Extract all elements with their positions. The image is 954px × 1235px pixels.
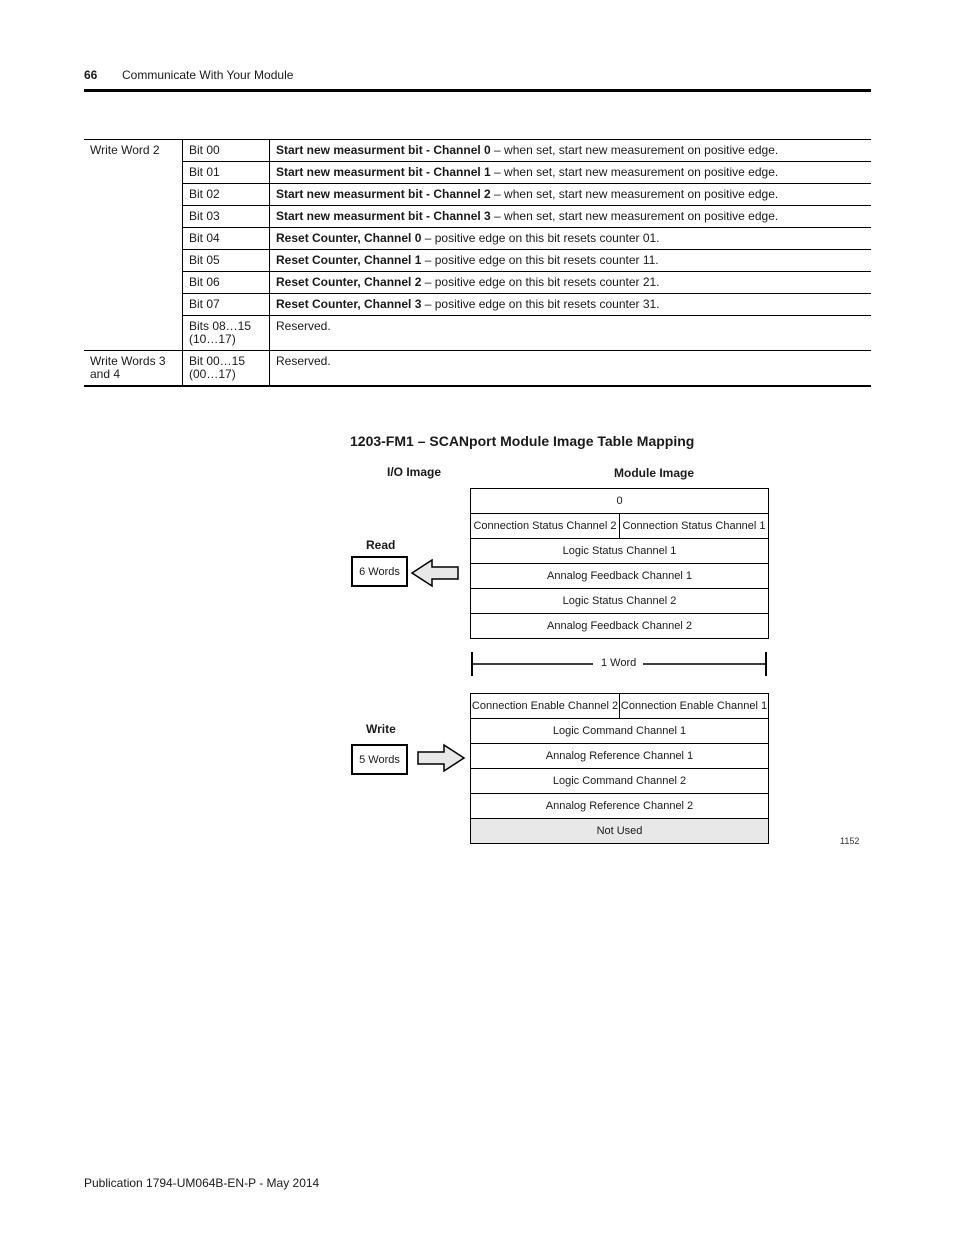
write-arrow-icon [416, 743, 468, 773]
bit-cell: Bit 02 [183, 184, 270, 206]
description-cell [270, 162, 872, 184]
description-cell [270, 184, 872, 206]
description-text: – when set, start new measurement on positive edge. [490, 165, 779, 179]
description-cell [270, 206, 872, 228]
read-label: Read [366, 538, 396, 552]
one-word-ruler [471, 652, 767, 676]
section-title: Communicate With Your Module [122, 68, 294, 82]
description-text: – when set, start new measurement on positive edge. [490, 187, 779, 201]
page-number: 66 [84, 68, 98, 82]
read-arrow-icon [410, 558, 462, 588]
word-cell: Write Word 2 [84, 140, 183, 351]
description-cell [270, 294, 872, 316]
table-row [84, 228, 871, 250]
bit-definition-table [84, 139, 871, 387]
table-row [84, 316, 871, 351]
connection-enable-ch2: Connection Enable Channel 2 [471, 694, 620, 718]
word-cell: Write Words 3 and 4 [84, 351, 183, 387]
description-text: Reserved. [276, 354, 331, 368]
bit-cell: Bit 00 [183, 140, 270, 162]
description-text: – positive edge on this bit resets counter 11. [421, 253, 659, 267]
description-cell [270, 316, 872, 351]
description-text: – positive edge on this bit resets counter 21. [421, 275, 660, 289]
module-image-label: Module Image [614, 466, 695, 480]
write-row-logic-command-2: Logic Command Channel 2 [471, 768, 768, 793]
read-row-logic-status-1: Logic Status Channel 1 [471, 538, 768, 563]
bit-cell: Bit 03 [183, 206, 270, 228]
write-row-reference-1: Annalog Reference Channel 1 [471, 743, 768, 768]
description-text: – when set, start new measurement on positive edge. [490, 143, 779, 157]
description-title: Reset Counter, Channel 0 [276, 231, 422, 245]
bit-cell: Bit 06 [183, 272, 270, 294]
table-row [84, 351, 871, 387]
write-row-logic-command-1: Logic Command Channel 1 [471, 718, 768, 743]
bit-cell: Bit 04 [183, 228, 270, 250]
bit-cell: Bit 07 [183, 294, 270, 316]
description-text: – when set, start new measurement on positive edge. [490, 209, 779, 223]
bit-cell: Bits 08…15 (10…17) [183, 316, 270, 351]
bit-cell: Bit 00…15 (00…17) [183, 351, 270, 387]
read-words-box: 6 Words [351, 556, 408, 587]
connection-enable-ch1: Connection Enable Channel 1 [620, 700, 768, 712]
read-row-connection-status [471, 513, 768, 538]
bit-cell: Bit 05 [183, 250, 270, 272]
read-row-feedback-1: Annalog Feedback Channel 1 [471, 563, 768, 588]
description-title: Reset Counter, Channel 1 [276, 253, 422, 267]
io-image-label: I/O Image [387, 465, 442, 479]
write-row-not-used: Not Used [471, 818, 768, 843]
header-rule [84, 89, 871, 92]
description-title: Reset Counter, Channel 2 [276, 275, 422, 289]
connection-status-ch2: Connection Status Channel 2 [471, 514, 620, 538]
description-title: Start new measurment bit - Channel 0 [276, 143, 491, 157]
figure-title: 1203-FM1 – SCANport Module Image Table Mapping [350, 433, 695, 449]
description-title: Start new measurment bit - Channel 3 [276, 209, 491, 223]
write-module-image [470, 693, 769, 844]
one-word-label: 1 Word [601, 657, 637, 669]
description-title: Start new measurment bit - Channel 1 [276, 165, 491, 179]
connection-status-ch1: Connection Status Channel 1 [622, 520, 766, 532]
page-header [84, 66, 871, 90]
table-row [84, 162, 871, 184]
description-cell [270, 272, 872, 294]
description-text: – positive edge on this bit resets counter 01. [421, 231, 660, 245]
write-row-connection-enable [471, 694, 768, 718]
table-row [84, 272, 871, 294]
read-row-feedback-2: Annalog Feedback Channel 2 [471, 613, 768, 638]
description-title: Start new measurment bit - Channel 2 [276, 187, 491, 201]
description-cell [270, 228, 872, 250]
image-table-diagram [340, 460, 870, 860]
table-row [84, 250, 871, 272]
description-cell [270, 250, 872, 272]
table-row [84, 184, 871, 206]
table-row [84, 206, 871, 228]
read-module-image [470, 488, 769, 639]
publication-footer: Publication 1794-UM064B-EN-P - May 2014 [84, 1176, 320, 1190]
description-text: Reserved. [276, 319, 331, 333]
read-row-logic-status-2: Logic Status Channel 2 [471, 588, 768, 613]
description-text: – positive edge on this bit resets counter 31. [421, 297, 660, 311]
table-row [84, 294, 871, 316]
bit-cell: Bit 01 [183, 162, 270, 184]
write-label: Write [366, 722, 396, 736]
figure-id: 1152 [840, 836, 860, 846]
description-cell [270, 140, 872, 162]
write-words-box: 5 Words [351, 744, 408, 775]
read-row-0: 0 [616, 495, 623, 507]
description-cell [270, 351, 872, 387]
description-title: Reset Counter, Channel 3 [276, 297, 422, 311]
table-row [84, 140, 871, 162]
write-row-reference-2: Annalog Reference Channel 2 [471, 793, 768, 818]
